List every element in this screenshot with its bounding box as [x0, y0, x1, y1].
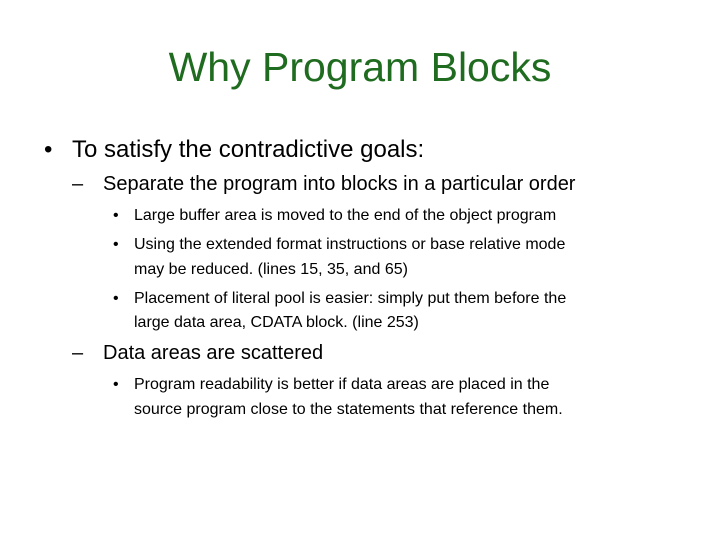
level2-dash-marker: –: [72, 342, 84, 364]
item-readability-line2: source program close to the statements that reference them.: [134, 401, 563, 418]
item-literal-pool-line1: Placement of literal pool is easier: simply put them before the: [134, 290, 567, 307]
level3-bullet-marker: •: [113, 236, 119, 253]
item-extended-format-line2: may be reduced. (lines 15, 35, and 65): [134, 261, 408, 278]
item-large-buffer: Large buffer area is moved to the end of the object program: [134, 207, 557, 224]
sub-point-separate-blocks: Separate the program into blocks in a particular order: [103, 173, 576, 195]
level2-dash-marker: –: [72, 173, 84, 195]
level1-bullet-marker: •: [44, 136, 53, 163]
level3-bullet-marker: •: [113, 376, 119, 393]
item-readability-line1: Program readability is better if data areas are placed in the: [134, 376, 550, 393]
sub-point-data-areas: Data areas are scattered: [103, 342, 324, 364]
level3-bullet-marker: •: [113, 207, 119, 224]
slide-title: Why Program Blocks: [168, 44, 552, 90]
main-point-text: To satisfy the contradictive goals:: [72, 136, 425, 163]
item-extended-format-line1: Using the extended format instructions or base relative mode: [134, 236, 566, 253]
item-literal-pool-line2: large data area, CDATA block. (line 253): [134, 314, 419, 331]
level3-bullet-marker: •: [113, 290, 119, 307]
